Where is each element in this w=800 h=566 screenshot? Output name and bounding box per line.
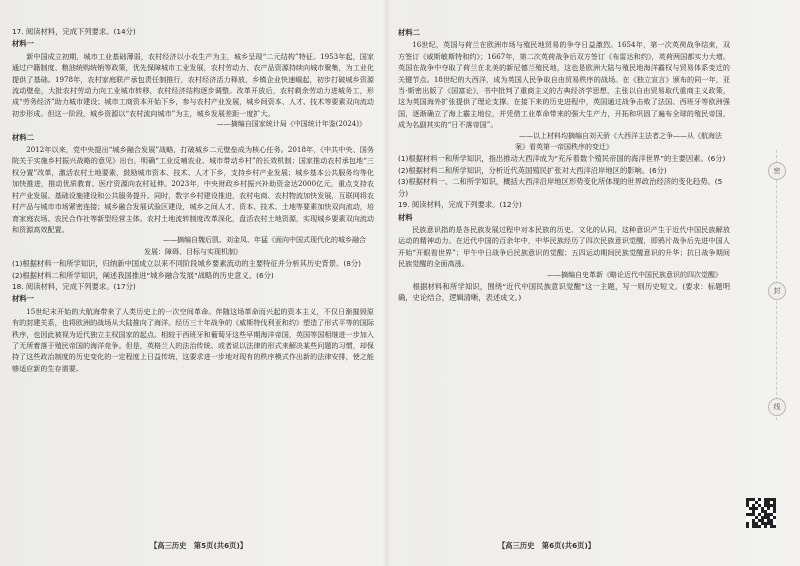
q17-material1-text: 新中国成立初期，城市工业基础薄弱，农村经济以小农生产为主，城乡呈现“二元结构”特征。1953年起，国家通过户籍制度、粮油统购统销等政策，优先保障城市工业发展，农村劳动力、农产品资源持续向城市聚集，为工业化提供了基础。1978年，农村家庭联产承包责任制推行，农村经济活力释放，乡镇企业快速崛起，初步打破城乡资源流动壁垒，大批农村劳动力向工业城市转移，农村经济结构逐步调整。改革开放后，农村剩余劳动力进城务工，形成“劳务经济”助力城市建设；城市工商资本开始下乡，参与农村产业发展，城乡间资本、人才、技术等要素双向流动初步形成。但这一阶段，城乡资源以“农村流向城市”为主，城乡发展差距一度扩大。 [12, 51, 374, 118]
q18-material2-source-line1: ——以上材料均摘编自刘天骄《大西洋主法者之争——从《航海法 [519, 131, 722, 140]
seal-mi: 密 [768, 162, 786, 180]
q18-material2-label: 材料二 [398, 28, 420, 37]
q17-material2-label: 材料二 [12, 132, 34, 142]
q19-title: 19. 阅读材料，完成下列要求。(12分) [398, 200, 522, 210]
page-fold-shadow [383, 0, 391, 566]
q17-material2-source-line1: ——摘编自魏后凯、刘金凤、年猛《面向中国式现代化的城乡融合 [163, 236, 366, 245]
q18-material1-text: 15世纪末开始的大航海带来了人类历史上的一次空间革命。伴随这场革命而兴起的资本主义，不仅日渐摧毁原有的封建关系，也将欧洲的战场从大陆推向了海洋。经历三十年战争的《威斯特伐利亚和约》塑造了形式平等的国际秩序，也因此被视为近代独立主权国家的起点。相较于西班牙和葡萄牙这些早期海洋帝国，英国等国相继进一步加入了无所着落于殖民帝国的海洋竞争。但是，英格兰人的法治传统、或者说以法律的形式来解决某些问题的习惯，却保持了这些政治制度的历史变化的一定程度上日益传统，这要求进一步地对现有的秩序模式作出新的法律安排，使之能够适应新的生存需要。 [12, 306, 374, 373]
q17-material1-source: ——摘编自国家统计局《中国统计年鉴(2024)》 [216, 120, 366, 129]
seal-xian: 线 [768, 398, 786, 416]
q17-material1-label: 材料一 [12, 39, 34, 49]
left-page-footer: 【高三历史 第5页(共6页)】 [150, 541, 248, 550]
q17-requirement-2: (2)根据材料二和所学知识，阐述我国推进“城乡融合发展”战略的历史意义。(6分) [12, 270, 274, 280]
q18-material2-source-line2: 案》看英第一帝国秩序的变迁》 [515, 143, 613, 152]
q17-material2-text: 2012年以来，党中央提出“城乡融合发展”战略，打破城乡二元壁垒成为核心任务。2018年，《中共中央、国务院关于实施乡村振兴战略的意见》出台，明确“工业反哺农业、城市带动乡村”的长效机制；国家推动农村承包地“三权分置”改革，激活农村土地要素，鼓励城市资本、技术、人才下乡，支持乡村产业发展；城乡基本公共服务均等化加快推进，推动优质教育、医疗资源向农村延伸。2023年，中央财政乡村振兴补助资金达2000亿元，重点支持农村产业发展、基础设施建设和公共服务提升。同时，数字乡村建设推进，农村电商、农村物流加快发展，互联网将农村产品与城市市场紧密连接；城乡融合发展试验区建设，城乡之间人才、资本、技术、土地等要素加快双向流动，培育家庭农场、农民合作社等新型经营主体。农村土地流转制度改革深化，盘活农村土地资源，实现城乡要素双向流动和资源高效配置。 [12, 145, 374, 234]
q17-material2-source-line2: 发展：障碍、目标与实现机制》 [144, 247, 242, 256]
q18-requirement-1: (1)根据材料一和所学知识，指出推动大西洋成为“充斥着数个殖民帝国的海洋世界”的主要因素。(6分) [398, 154, 726, 164]
right-page-footer: 【高三历史 第6页(共6页)】 [498, 541, 596, 550]
q17-requirement-1: (1)根据材料一和所学知识，归纳新中国成立以来不同阶段城乡要素流动的主要特征并分析其历史背景。(8分) [12, 259, 362, 269]
q19-material-text: 民族意识指的是各民族发展过程中对本民族的历史、文化的认同，这种意识产生于近代中国民族解放运动的精神动力。在近代中国的百余年中，中华民族经历了四次民族意识觉醒，即鸦片战争后先进中国人开始“开眼看世界”；甲午中日战争后民族意识的觉醒；五四运动期间民族觉醒意识的升华；抗日战争期间民族觉醒的全面高涨。 [398, 224, 730, 269]
q19-material-label: 材料 [398, 212, 413, 222]
q18-material1-label: 材料一 [12, 294, 34, 304]
qr-code [746, 498, 776, 528]
q17-title: 17. 阅读材料，完成下列要求。(14分) [12, 27, 136, 36]
q19-requirement: 根据材料和所学知识，围绕“近代中国民族意识觉醒”这一主题，写一则历史短文。(要求：标题明确，史论结合，逻辑清晰，表述成文。) [398, 281, 730, 303]
seal-feng: 封 [768, 282, 786, 300]
left-page [12, 26, 374, 374]
q19-material-source: ——摘编自史革新《略论近代中国民族意识的四次觉醒》 [547, 270, 722, 279]
right-page [398, 26, 730, 304]
q18-title: 18. 阅读材料，完成下列要求。(17分) [12, 281, 136, 291]
q18-material2-text: 16世纪，英国与荷兰在欧洲市场与殖民地贸易的争夺日益激烈。1654年，第一次英荷战争结束，双方签订《威斯敏斯特和约》；1667年，第二次英荷战争后双方签订《布雷达和约》，英荷两国都实力大增。英国在战争中夺取了荷兰在北美的新尼德兰殖民地，这也是欧洲大陆与殖民地海洋霸权与贸易体系变迁的关键节点。18世纪的大西洋，成为英国人民争取自由贸易秩序的战场。在《独立宣言》颁布的同一年，亚当·斯密出版了《国富论》，书中批判了重商主义的古典经济学思想，主张以自由贸易取代重商主义政策，这为英国海外扩张提供了理论支撑。在接下来的历史进程中，英国通过战争击败了法国、西班牙等欧洲强国，逐渐确立了海上霸主地位，并凭借工业革命带来的强大生产力，开拓和巩固了遍布全球的殖民帝国，成为名副其实的“日不落帝国”。 [398, 40, 730, 130]
q18-requirement-2: (2)根据材料二和所学知识，分析近代英国殖民扩张对大西洋沿岸地区的影响。(6分) [398, 165, 667, 175]
q18-requirement-3: (3)根据材料一、二和所学知识，概括大西洋沿岸地区形势变化所体现的世界政治经济的变化趋势。(5分) [398, 177, 723, 198]
